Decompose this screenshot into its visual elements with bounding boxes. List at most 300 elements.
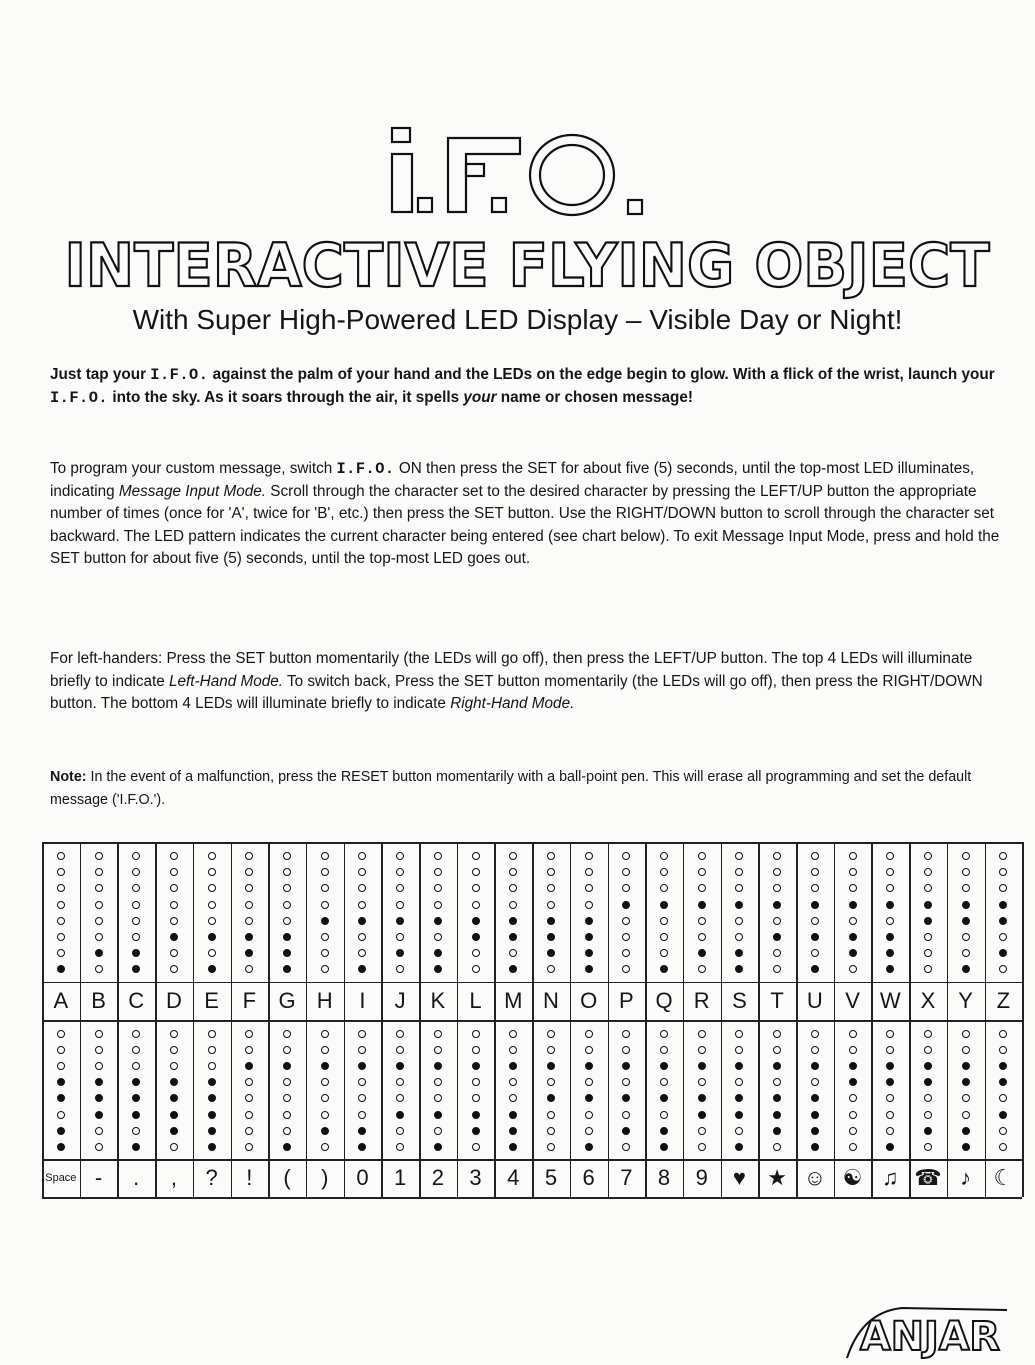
char-label: X [920,987,936,1013]
note-paragraph: Note: In the event of a malfunction, press the RESET button momentarily with a ball-point pen. This will erase all programming and set the default message ('I.F.O.'). [50,769,972,808]
led-off [547,965,555,973]
led-off [886,852,894,860]
char-label: ♥ [732,1165,746,1191]
led-off [698,933,706,941]
led-on [132,1094,140,1102]
led-off [396,852,404,860]
led-on [208,1111,216,1119]
led-off [358,1111,366,1119]
led-on [849,1078,857,1086]
led-off [396,1143,404,1151]
led-off [698,884,706,892]
grid-line [457,842,459,1197]
led-off [396,884,404,892]
led-on [170,1127,178,1135]
led-off [245,868,253,876]
led-off [660,933,668,941]
led-off [886,917,894,925]
led-on [509,1111,517,1119]
grid-line [608,842,610,1197]
led-off [170,1046,178,1054]
led-off [472,852,480,860]
led-off [358,1030,366,1038]
led-off [547,1046,555,1054]
led-on [811,1094,819,1102]
tagline: With Super High-Powered LED Display – Visible Day or Night! [132,304,903,335]
led-on [698,901,706,909]
led-off [698,917,706,925]
led-off [434,1127,442,1135]
char-label: V [845,987,860,1013]
led-off [396,1094,404,1102]
led-on [57,1094,65,1102]
led-on [434,1111,442,1119]
led-on [170,1111,178,1119]
led-off [472,1078,480,1086]
led-off [95,852,103,860]
led-on [849,933,857,941]
led-on [811,1111,819,1119]
led-off [132,1062,140,1070]
led-on [886,1143,894,1151]
led-off [57,917,65,925]
led-off [283,1111,291,1119]
led-on [283,1143,291,1151]
led-off [321,852,329,860]
led-off [735,1127,743,1135]
led-on [208,1127,216,1135]
ifo-inline-logo: I.F.O. [150,366,209,384]
led-off [698,1078,706,1086]
led-off [321,1094,329,1102]
led-off [660,852,668,860]
intro-paragraph: Just tap your I.F.O. against the palm of your hand and the LEDs on the edge begin to glow. With a flick of the wrist, launch your I.F.O. into the sky. As it soars through the air, it spells your name or chosen message! [50,366,995,407]
led-on [321,917,329,925]
led-on [585,1062,593,1070]
led-off [999,884,1007,892]
led-on [434,1062,442,1070]
led-off [735,1078,743,1086]
grid-line [532,842,534,1197]
led-off [622,852,630,860]
led-off [849,1143,857,1151]
led-on [396,917,404,925]
led-off [57,933,65,941]
led-off [547,1030,555,1038]
led-off [509,901,517,909]
led-off [170,1030,178,1038]
led-off [283,917,291,925]
led-off [585,1078,593,1086]
char-label: O [580,987,598,1013]
char-label: K [430,987,446,1013]
led-off [924,1094,932,1102]
led-on [849,949,857,957]
led-off [622,884,630,892]
grid-line [80,842,82,1197]
led-off [245,852,253,860]
led-on [57,965,65,973]
led-on [283,1062,291,1070]
led-off [849,884,857,892]
led-off [283,868,291,876]
led-off [886,868,894,876]
led-off [924,1111,932,1119]
grid-line [381,842,383,1197]
led-on [962,1143,970,1151]
led-off [660,949,668,957]
led-off [132,1030,140,1038]
led-off [321,965,329,973]
led-off [849,1111,857,1119]
grid-line [683,842,685,1197]
led-on [735,1111,743,1119]
led-on [773,1111,781,1119]
led-off [321,949,329,957]
led-off [434,852,442,860]
led-off [622,965,630,973]
led-off [245,965,253,973]
led-off [622,1078,630,1086]
led-on [283,933,291,941]
char-label: A [53,987,69,1013]
led-off [434,933,442,941]
led-off [472,965,480,973]
led-off [811,917,819,925]
led-off [735,1046,743,1054]
led-on [999,1111,1007,1119]
led-on [132,1143,140,1151]
led-on [95,1094,103,1102]
led-on [358,965,366,973]
led-off [773,917,781,925]
led-off [170,949,178,957]
led-off [434,1030,442,1038]
led-on [245,949,253,957]
char-label: 8 [657,1165,671,1191]
led-character-chart [42,842,1022,1197]
led-off [886,1030,894,1038]
led-off [962,933,970,941]
led-off [321,1030,329,1038]
led-off [132,1046,140,1054]
led-on [999,901,1007,909]
led-off [660,1111,668,1119]
program-paragraph: To program your custom message, switch I.F.O. ON then press the SET for about five (5) seconds, until the top-most LED illuminates, indicating Message Input Mode. Scroll through the character set to the desired character by pressing the LEFT/UP button the appropriate number of times (once for 'A', twice for 'B', etc.) then press the SET button. Use the RIGHT/DOWN button to scroll through the character set backward. The LED pattern indicates the current character being entered (see chart below). To exit Message Input Mode, press and hold the SET button for about five (5) seconds, until the top-most LED goes out. [50,460,1000,567]
char-label: . [133,1165,140,1191]
led-on [472,1111,480,1119]
led-off [321,1078,329,1086]
led-off [962,1030,970,1038]
led-off [57,868,65,876]
led-on [660,1143,668,1151]
char-label: ♪ [960,1165,972,1191]
led-off [95,868,103,876]
char-label: S [732,987,747,1013]
led-off [208,1046,216,1054]
led-on [472,917,480,925]
led-off [472,901,480,909]
led-off [95,965,103,973]
led-off [849,965,857,973]
led-off [811,949,819,957]
led-on [95,949,103,957]
led-on [924,901,932,909]
char-label: 3 [469,1165,482,1191]
led-off [57,1062,65,1070]
led-off [962,852,970,860]
grid-line [117,842,119,1197]
led-on [886,1078,894,1086]
char-label: ? [205,1165,218,1191]
led-off [434,1078,442,1086]
led-off [57,852,65,860]
grid-line [306,842,308,1197]
led-on [924,1127,932,1135]
led-on [962,901,970,909]
grid-line [193,842,195,1197]
led-off [999,965,1007,973]
led-on [622,1127,630,1135]
led-off [585,868,593,876]
led-off [773,1143,781,1151]
led-off [170,917,178,925]
grid-line [645,842,647,1197]
char-label: 9 [695,1165,708,1191]
led-off [321,1143,329,1151]
led-off [773,965,781,973]
char-label: F [242,987,257,1013]
led-on [434,949,442,957]
grid-line [834,842,836,1197]
led-off [660,917,668,925]
led-off [622,1111,630,1119]
led-on [547,1094,555,1102]
char-label: Space [45,1172,77,1185]
char-label: J [394,987,406,1013]
led-off [472,1046,480,1054]
led-off [660,868,668,876]
led-off [208,901,216,909]
led-off [57,1030,65,1038]
led-off [585,852,593,860]
led-off [962,1094,970,1102]
led-off [924,965,932,973]
led-off [396,933,404,941]
led-on [321,1062,329,1070]
led-off [95,1127,103,1135]
led-off [886,1111,894,1119]
led-on [585,1094,593,1102]
char-label: E [204,987,219,1013]
led-on [132,965,140,973]
led-off [358,1078,366,1086]
char-label: Y [958,987,973,1013]
led-on [924,1078,932,1086]
led-off [396,1078,404,1086]
led-off [924,1046,932,1054]
char-label: ♫ [881,1165,899,1191]
led-off [396,901,404,909]
led-off [999,933,1007,941]
led-off [132,868,140,876]
char-label: U [806,987,823,1013]
led-on [358,1143,366,1151]
brand-text: ANJAR [860,1314,1000,1360]
led-off [547,868,555,876]
led-on [434,917,442,925]
char-label: 5 [544,1165,558,1191]
char-label: 7 [620,1165,633,1191]
led-off [396,965,404,973]
led-on [962,1127,970,1135]
led-off [773,884,781,892]
led-off [57,949,65,957]
char-label: C [128,987,145,1013]
led-on [773,901,781,909]
subtitle-text: INTERACTIVE FLYING OBJECT [64,231,990,300]
led-off [962,1111,970,1119]
led-off [849,1030,857,1038]
char-label: 4 [507,1165,520,1191]
led-off [208,917,216,925]
led-off [170,1062,178,1070]
led-off [434,1094,442,1102]
grid-line [42,842,44,1197]
led-off [283,901,291,909]
char-label: D [165,987,182,1013]
led-off [811,1046,819,1054]
char-label: I [359,987,366,1013]
led-off [773,1030,781,1038]
char-label: Q [655,987,673,1013]
led-on [509,1143,517,1151]
led-off [962,1046,970,1054]
led-on [434,1143,442,1151]
led-on [132,1078,140,1086]
led-on [170,1078,178,1086]
led-off [358,901,366,909]
led-off [547,1143,555,1151]
char-label: ☯ [842,1165,863,1191]
char-label: ★ [767,1165,787,1191]
char-label: 1 [394,1165,407,1191]
char-label: 0 [356,1165,369,1191]
led-off [698,868,706,876]
char-label: P [619,987,634,1013]
led-off [358,933,366,941]
char-label: W [879,987,901,1013]
led-off [283,1030,291,1038]
led-off [585,884,593,892]
led-off [735,852,743,860]
led-on [962,917,970,925]
led-on [735,1094,743,1102]
led-off [999,1046,1007,1054]
led-on [132,949,140,957]
led-off [208,852,216,860]
led-off [208,1062,216,1070]
led-off [924,884,932,892]
led-off [434,1046,442,1054]
char-label: ☺ [803,1165,827,1191]
led-off [849,1127,857,1135]
led-off [396,1127,404,1135]
char-label: 6 [582,1165,595,1191]
led-off [170,884,178,892]
led-off [849,1046,857,1054]
led-off [321,901,329,909]
led-off [622,1046,630,1054]
led-on [886,1062,894,1070]
led-off [698,1030,706,1038]
led-on [660,1127,668,1135]
led-on [849,1062,857,1070]
led-off [472,1030,480,1038]
led-off [245,884,253,892]
led-off [735,933,743,941]
led-off [811,884,819,892]
led-on [509,1062,517,1070]
led-off [735,1030,743,1038]
led-off [735,917,743,925]
led-off [924,868,932,876]
led-off [283,1127,291,1135]
led-on [924,1062,932,1070]
led-off [170,965,178,973]
led-off [472,868,480,876]
led-off [132,933,140,941]
led-on [999,949,1007,957]
led-off [999,1030,1007,1038]
grid-line [231,842,233,1197]
interactive-flying-object-banner [60,228,995,300]
led-off [509,1078,517,1086]
led-on [585,933,593,941]
led-off [283,852,291,860]
led-off [245,1030,253,1038]
char-label: N [542,987,559,1013]
led-on [735,1062,743,1070]
grid-line [494,842,496,1197]
char-label: ( [283,1165,291,1191]
grid-line [155,842,157,1197]
led-off [132,884,140,892]
led-on [886,933,894,941]
led-off [698,852,706,860]
led-off [622,1030,630,1038]
led-on [170,933,178,941]
led-off [924,933,932,941]
led-on [208,1094,216,1102]
grid-line [344,842,346,1197]
led-off [132,1127,140,1135]
led-on [660,965,668,973]
led-off [170,1143,178,1151]
led-on [698,1094,706,1102]
grid-line [947,842,949,1197]
led-off [245,1127,253,1135]
led-off [622,1143,630,1151]
led-off [849,852,857,860]
led-on [509,917,517,925]
led-off [132,901,140,909]
led-off [132,852,140,860]
grid-line [721,842,723,1197]
led-off [509,1030,517,1038]
char-label: M [504,987,523,1013]
led-off [321,1046,329,1054]
